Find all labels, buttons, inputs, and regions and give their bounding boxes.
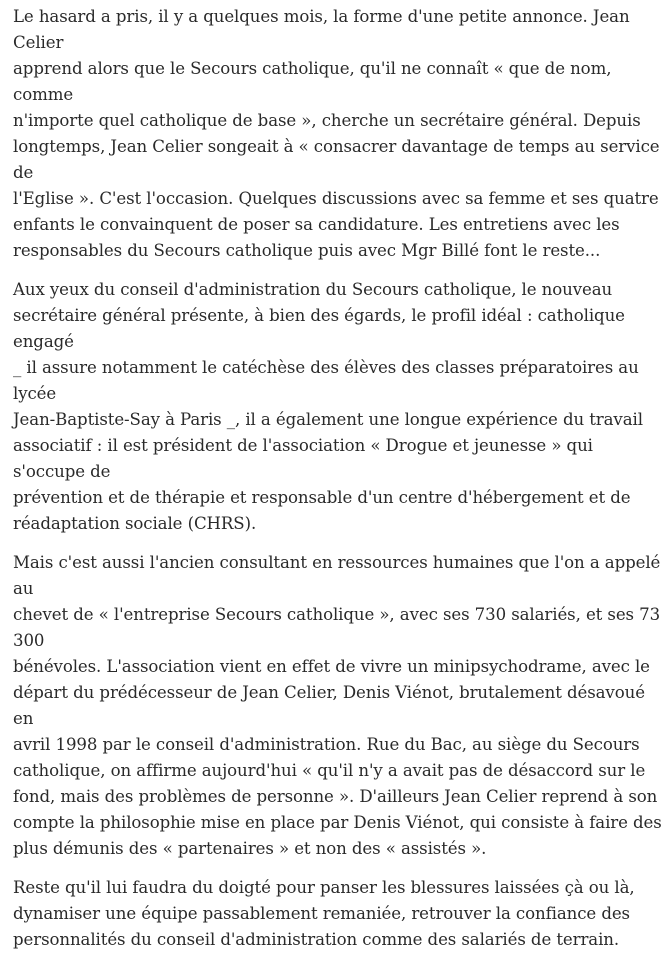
article-paragraph-3: Mais c'est aussi l'ancien consultant en ressources humaines que l'on a appelé au chevet de « l'entreprise Secours catholique », avec ses 730 salariés, et ses 73 300 bénévoles. L'association vient en effet de vivre un minipsychodrame, avec le départ du prédécesseur de Jean Celier, Denis Viénot, brutalement désavoué en avril 1998 par le conseil d'administration. Rue du Bac, au siège du Secours catholique, on affirme aujourd'hui « qu'il n'y a avait pas de désaccord sur le fond, mais des problèmes de personne ». D'ailleurs Jean Celier reprend à son compte la philosophie mise en place par Denis Viénot, qui consiste à faire des plus démunis des « partenaires » et non des « assistés ». [13, 553, 662, 858]
article-body [13, 4, 667, 966]
article-paragraph-4: Reste qu'il lui faudra du doigté pour panser les blessures laissées çà ou là, dynamiser une équipe passablement remaniée, retrouver la confiance des personnalités du conseil d'administration comme des salariés de terrain. [13, 878, 635, 949]
article-paragraph-2: Aux yeux du conseil d'administration du Secours catholique, le nouveau secrétaire général présente, à bien des égards, le profil idéal : catholique engagé _ il assure notamment le catéchèse des élèves des classes préparatoires au lycée Jean-Baptiste-Say à Paris _, il a également une longue expérience du travail associatif : il est président de l'association « Drogue et jeunesse » qui s'occupe de prévention et de thérapie et responsable d'un centre d'hébergement et de réadaptation sociale (CHRS). [13, 280, 643, 533]
article-paragraph-1: Le hasard a pris, il y a quelques mois, la forme d'une petite annonce. Jean Celier apprend alors que le Secours catholique, qu'il ne connaît « que de nom, comme n'importe quel catholique de base », cherche un secrétaire général. Depuis longtemps, Jean Celier songeait à « consacrer davantage de temps au service de l'Eglise ». C'est l'occasion. Quelques discussions avec sa femme et ses quatre enfants le convainquent de poser sa candidature. Les entretiens avec les responsables du Secours catholique puis avec Mgr Billé font le reste... [13, 7, 660, 260]
